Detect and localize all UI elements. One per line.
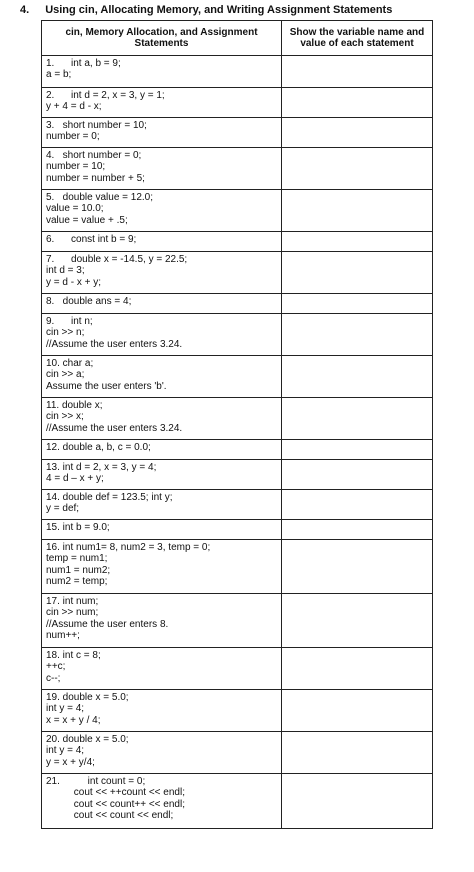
statement-line: cin >> num; xyxy=(46,607,99,619)
statement-cell xyxy=(42,690,282,732)
header-statements: cin, Memory Allocation, and Assignment Statements xyxy=(42,21,282,56)
table-row xyxy=(42,118,433,148)
section-number: 4. xyxy=(20,4,30,16)
statement-line: 18. int c = 8; xyxy=(46,650,101,661)
statement-line: 13. int d = 2, x = 3, y = 4; xyxy=(46,462,157,473)
statement-line: 4. short number = 0; xyxy=(46,150,142,161)
answer-cell[interactable] xyxy=(282,732,433,774)
answer-cell[interactable] xyxy=(282,88,433,118)
statement-cell xyxy=(42,774,282,829)
statement-line: c--; xyxy=(46,672,61,684)
statement-cell xyxy=(42,732,282,774)
statement-line: value = 10.0; xyxy=(46,203,104,215)
header-answers: Show the variable name and value of each statement xyxy=(282,21,433,56)
statement-line: 14. double def = 123.5; int y; xyxy=(46,492,173,503)
answer-cell[interactable] xyxy=(282,232,433,252)
table-row xyxy=(42,88,433,118)
statement-line: 9. int n; xyxy=(46,316,93,327)
statement-line: 21. int count = 0; xyxy=(46,776,146,787)
statement-cell xyxy=(42,648,282,690)
statement-cell xyxy=(42,520,282,540)
statement-cell xyxy=(42,88,282,118)
statement-line: ++c; xyxy=(46,661,66,673)
statement-line: cout << count << endl; xyxy=(46,810,174,822)
table-row xyxy=(42,148,433,190)
statement-cell xyxy=(42,118,282,148)
assignment-table xyxy=(41,20,433,829)
table-row xyxy=(42,460,433,490)
statement-cell xyxy=(42,252,282,294)
statement-cell xyxy=(42,356,282,398)
statement-cell xyxy=(42,148,282,190)
statement-line: int y = 4; xyxy=(46,745,85,757)
table-row xyxy=(42,356,433,398)
statement-line: 11. double x; xyxy=(46,400,103,411)
answer-cell[interactable] xyxy=(282,648,433,690)
answer-cell[interactable] xyxy=(282,56,433,88)
section-title-text: Using cin, Allocating Memory, and Writing Assignment Statements xyxy=(45,4,393,16)
statement-line: temp = num1; xyxy=(46,553,108,565)
table-row xyxy=(42,594,433,648)
section-title xyxy=(20,3,460,17)
statement-cell xyxy=(42,490,282,520)
statement-cell xyxy=(42,294,282,314)
statement-cell xyxy=(42,56,282,88)
answer-cell[interactable] xyxy=(282,540,433,594)
statement-line: 10. char a; xyxy=(46,358,94,369)
statement-line: cout << count++ << endl; xyxy=(46,798,185,810)
statement-line: 20. double x = 5.0; xyxy=(46,734,129,745)
statement-cell xyxy=(42,440,282,460)
statement-line: int d = 3; xyxy=(46,265,85,277)
statement-line: number = 0; xyxy=(46,131,100,143)
table-row xyxy=(42,252,433,294)
table-row xyxy=(42,690,433,732)
answer-cell[interactable] xyxy=(282,490,433,520)
answer-cell[interactable] xyxy=(282,118,433,148)
answer-cell[interactable] xyxy=(282,190,433,232)
table-body xyxy=(42,56,433,829)
table-row xyxy=(42,314,433,356)
table-row xyxy=(42,732,433,774)
answer-cell[interactable] xyxy=(282,774,433,829)
answer-cell[interactable] xyxy=(282,460,433,490)
statement-line: num2 = temp; xyxy=(46,576,108,588)
statement-cell xyxy=(42,594,282,648)
table-row xyxy=(42,490,433,520)
statement-line: 3. short number = 10; xyxy=(46,120,147,131)
statement-cell xyxy=(42,314,282,356)
statement-line: a = b; xyxy=(46,69,72,81)
table-header-row xyxy=(42,21,433,56)
statement-line: 16. int num1= 8, num2 = 3, temp = 0; xyxy=(46,542,211,553)
statement-line: Assume the user enters 'b'. xyxy=(46,380,167,392)
table-row xyxy=(42,56,433,88)
statement-line: 7. double x = -14.5, y = 22.5; xyxy=(46,254,188,265)
answer-cell[interactable] xyxy=(282,294,433,314)
statement-line: int y = 4; xyxy=(46,703,85,715)
table-row xyxy=(42,648,433,690)
table-row xyxy=(42,440,433,460)
statement-line: 17. int num; xyxy=(46,596,99,607)
answer-cell[interactable] xyxy=(282,356,433,398)
table-row xyxy=(42,232,433,252)
table-row xyxy=(42,520,433,540)
statement-line: 8. double ans = 4; xyxy=(46,296,132,307)
statement-cell xyxy=(42,540,282,594)
answer-cell[interactable] xyxy=(282,314,433,356)
statement-line: 19. double x = 5.0; xyxy=(46,692,129,703)
answer-cell[interactable] xyxy=(282,520,433,540)
statement-line: //Assume the user enters 8. xyxy=(46,618,169,630)
answer-cell[interactable] xyxy=(282,148,433,190)
table-row xyxy=(42,774,433,829)
answer-cell[interactable] xyxy=(282,440,433,460)
answer-cell[interactable] xyxy=(282,252,433,294)
statement-line: num1 = num2; xyxy=(46,564,111,576)
answer-cell[interactable] xyxy=(282,690,433,732)
statement-cell xyxy=(42,460,282,490)
answer-cell[interactable] xyxy=(282,594,433,648)
statement-line: y = x + y/4; xyxy=(46,756,95,768)
table-row xyxy=(42,540,433,594)
statement-line: 6. const int b = 9; xyxy=(46,234,137,245)
table-row xyxy=(42,398,433,440)
statement-line: number = 10; xyxy=(46,161,106,173)
answer-cell[interactable] xyxy=(282,398,433,440)
statement-line: num++; xyxy=(46,630,80,642)
statement-line: //Assume the user enters 3.24. xyxy=(46,338,183,350)
table-row xyxy=(42,294,433,314)
statement-line: 15. int b = 9.0; xyxy=(46,522,110,533)
statement-line: //Assume the user enters 3.24. xyxy=(46,422,183,434)
statement-line: 4 = d – x + y; xyxy=(46,473,104,485)
statement-line: y + 4 = d - x; xyxy=(46,101,102,113)
statement-line: cin >> n; xyxy=(46,327,85,339)
statement-line: 5. double value = 12.0; xyxy=(46,192,154,203)
statement-line: 1. int a, b = 9; xyxy=(46,58,121,69)
statement-line: value = value + .5; xyxy=(46,214,128,226)
statement-cell xyxy=(42,190,282,232)
statement-line: cin >> x; xyxy=(46,411,84,423)
statement-line: number = number + 5; xyxy=(46,172,145,184)
statement-cell xyxy=(42,398,282,440)
statement-line: cin >> a; xyxy=(46,369,85,381)
statement-line: x = x + y / 4; xyxy=(46,714,101,726)
statement-line: 2. int d = 2, x = 3, y = 1; xyxy=(46,90,165,101)
statement-line: y = d - x + y; xyxy=(46,276,102,288)
table-row xyxy=(42,190,433,232)
statement-line: 12. double a, b, c = 0.0; xyxy=(46,442,151,453)
statement-line: y = def; xyxy=(46,503,80,515)
statement-line: cout << ++count << endl; xyxy=(46,787,185,799)
statement-cell xyxy=(42,232,282,252)
